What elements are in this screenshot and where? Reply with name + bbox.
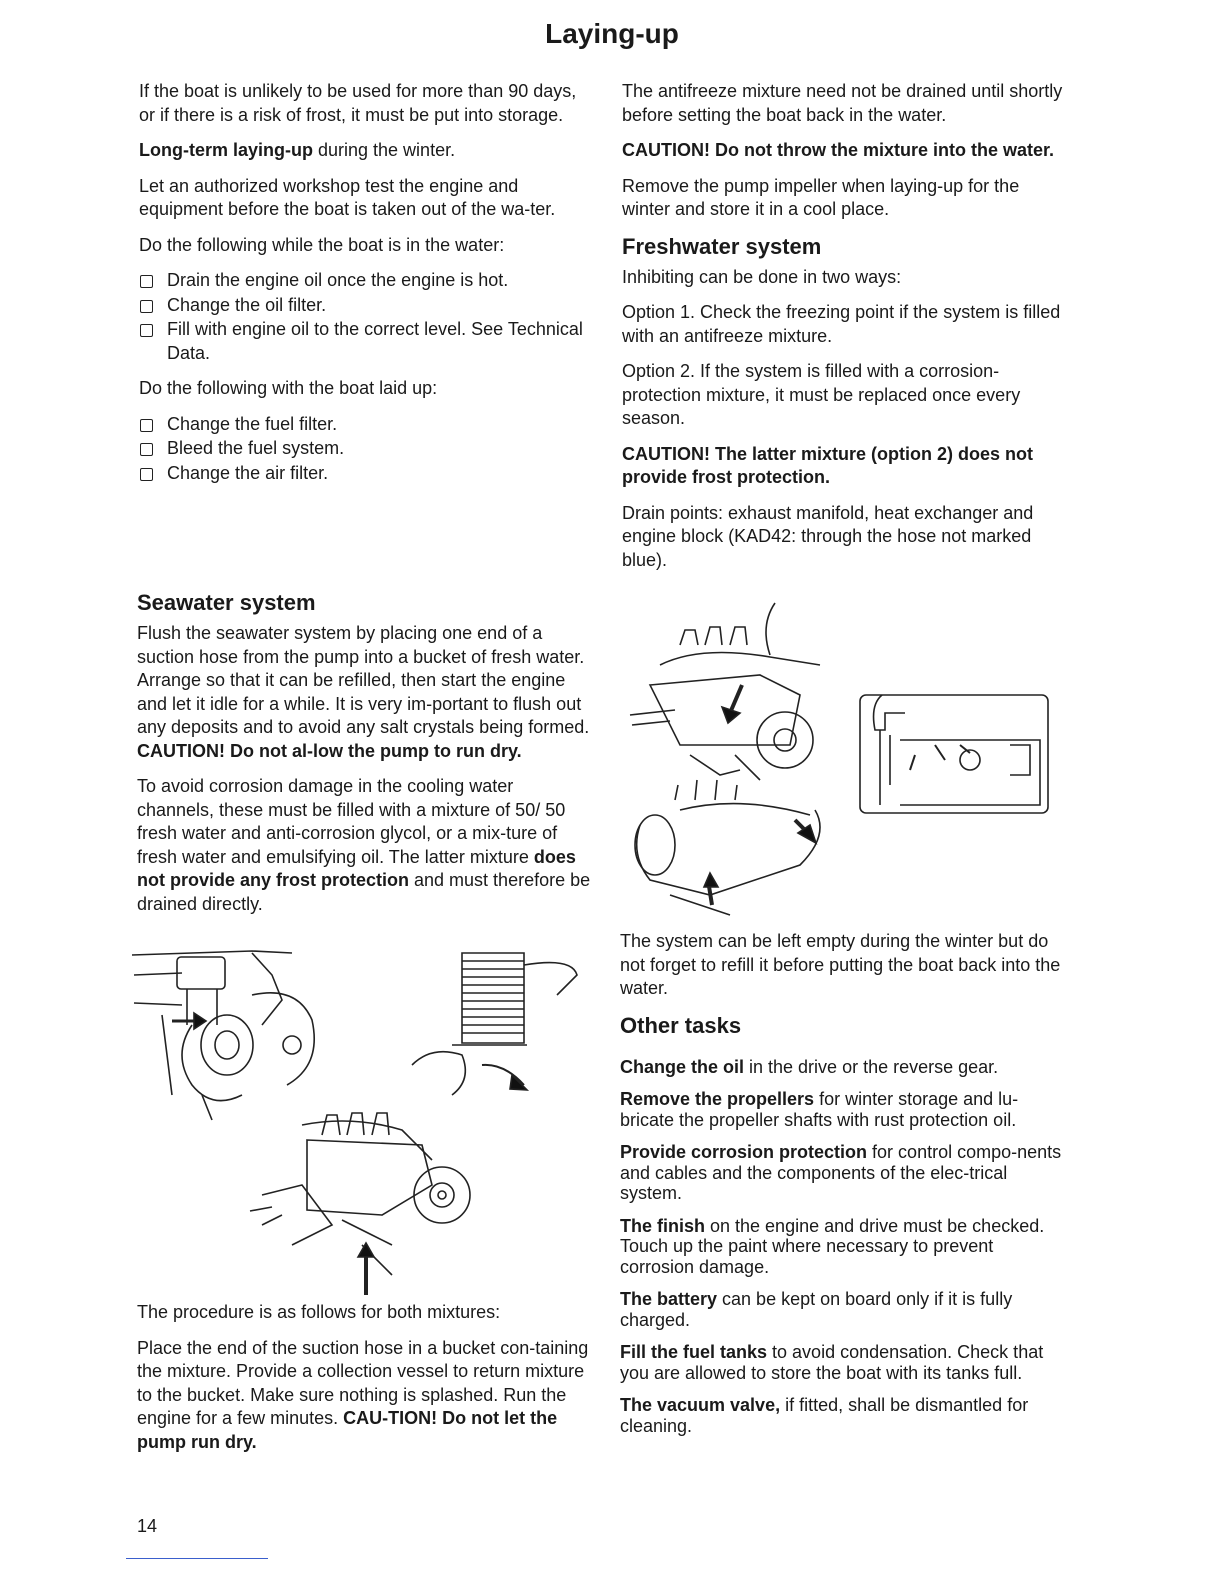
option-1-paragraph: Option 1. Check the freezing point if the system is filled with an antifreeze mixture. xyxy=(622,302,1061,346)
left-column-top xyxy=(139,80,595,497)
seawater-system-illustration xyxy=(132,945,592,1295)
seawater-p1-text: Flush the seawater system by placing one end of a suction hose from the pump into a bucket of fresh water. Arrange so that it can be refilled, then start the engine and let it idle for a while. It is very im-portant to flush out any deposits and to avoid any salt crystals being formed. xyxy=(137,623,590,737)
task-battery xyxy=(620,1289,1072,1330)
longterm-bold: Long-term laying-up xyxy=(139,140,313,160)
task-corrosion xyxy=(620,1142,1072,1204)
in-water-checklist xyxy=(139,269,595,365)
place-caution: CAU-TION! Do not let the pump run dry. xyxy=(137,1408,558,1452)
task-rest: on the engine and drive must be checked. Touch up the paint where necessary to prevent corrosion damage. xyxy=(620,1215,1045,1277)
seawater-p1-caution: CAUTION! Do not al-low the pump to run dry. xyxy=(137,740,522,761)
procedure-paragraph: The procedure is as follows for both mixtures: xyxy=(137,1302,501,1322)
task-change-oil xyxy=(620,1057,1072,1078)
seawater-paragraph-2 xyxy=(137,775,593,916)
place-paragraph xyxy=(137,1337,593,1455)
checklist-item: Change the fuel filter. xyxy=(139,413,595,437)
task-rest: in the drive or the reverse gear. xyxy=(744,1056,999,1077)
seawater-p2-bold: does not provide any frost protection xyxy=(137,846,576,890)
antifreeze-paragraph: The antifreeze mixture need not be drained until shortly before setting the boat back in the water. xyxy=(622,81,1063,125)
laid-up-checklist xyxy=(139,413,595,486)
task-bold: Provide corrosion protection xyxy=(620,1142,868,1162)
task-rest: for control compo-nents and cables and the components of the elec-trical system. xyxy=(620,1142,1062,1203)
caution-throw: CAUTION! Do not throw the mixture into the water. xyxy=(622,140,1054,160)
checklist-item: Change the oil filter. xyxy=(139,294,595,318)
option-2-paragraph: Option 2. If the system is filled with a corrosion-protection mixture, it must be replaced once every season. xyxy=(622,361,1021,428)
inhibit-paragraph: Inhibiting can be done in two ways: xyxy=(622,266,902,287)
seawater-p2-text-b: and must therefore be drained directly. xyxy=(137,870,591,914)
checklist-item: Change the air filter. xyxy=(139,462,595,486)
footer-divider xyxy=(126,1558,268,1559)
task-rest: if fitted, shall be dismantled for cleaning. xyxy=(620,1395,1029,1436)
longterm-paragraph xyxy=(139,139,595,163)
other-tasks-heading: Other tasks xyxy=(620,1012,742,1038)
freshwater-heading: Freshwater system xyxy=(622,233,822,259)
task-bold: Fill the fuel tanks xyxy=(620,1342,768,1362)
task-rest: can be kept on board only if it is fully charged. xyxy=(620,1289,1013,1330)
workshop-paragraph: Let an authorized workshop test the engine and equipment before the boat is taken out of the wa-ter. xyxy=(139,175,556,219)
seawater-paragraph-1 xyxy=(137,622,593,763)
task-rest: for winter storage and lu-bricate the propeller shafts with rust protection oil. xyxy=(620,1089,1019,1130)
seawater-p2-text-a: To avoid corrosion damage in the cooling water channels, these must be filled with a mixture of 50/ 50 fresh water and anti-corrosion glycol, or a mix-ture of fresh water and emulsifying oil. The latter mixture xyxy=(137,776,566,867)
task-bold: The vacuum valve, xyxy=(620,1395,781,1415)
left-column-bottom xyxy=(137,1301,593,1466)
task-bold: The finish xyxy=(620,1215,705,1236)
empty-paragraph: The system can be left empty during the winter but do not forget to refill it before putting the boat back into the water. xyxy=(620,931,1061,998)
seawater-heading: Seawater system xyxy=(137,590,316,615)
drain-points-paragraph: Drain points: exhaust manifold, heat exchanger and engine block (KAD42: through the hose not marked blue). xyxy=(622,502,1034,570)
intro-paragraph: If the boat is unlikely to be used for more than 90 days, or if there is a risk of frost, it must be put into storage. xyxy=(139,81,577,125)
task-bold: The battery xyxy=(620,1289,718,1309)
right-column-bottom xyxy=(620,930,1072,1448)
task-fuel-tanks xyxy=(620,1342,1072,1383)
task-finish xyxy=(620,1216,1072,1278)
task-propellers xyxy=(620,1089,1072,1130)
task-bold: Change the oil xyxy=(620,1056,745,1077)
checklist-item: Drain the engine oil once the engine is hot. xyxy=(139,269,595,293)
page-title: Laying-up xyxy=(545,18,679,49)
impeller-paragraph: Remove the pump impeller when laying-up for the winter and store it in a cool place. xyxy=(622,175,1020,219)
in-water-intro: Do the following while the boat is in the water: xyxy=(139,234,505,255)
caution-latter: CAUTION! The latter mixture (option 2) does not provide frost protection. xyxy=(622,443,1034,487)
checklist-item: Bleed the fuel system. xyxy=(139,437,595,461)
drain-points-illustration xyxy=(620,595,1060,920)
longterm-rest: during the winter. xyxy=(313,140,456,160)
task-vacuum-valve xyxy=(620,1395,1072,1436)
checklist-item: Fill with engine oil to the correct level. See Technical Data. xyxy=(139,318,595,365)
page-number: 14 xyxy=(137,1516,158,1536)
right-column-top xyxy=(622,80,1070,584)
laid-up-intro: Do the following with the boat laid up: xyxy=(139,378,438,398)
task-rest: to avoid condensation. Check that you are allowed to store the boat with its tanks full. xyxy=(620,1342,1044,1383)
place-text: Place the end of the suction hose in a bucket con-taining the mixture. Provide a collection vessel to return mixture to the bucket. Make sure nothing is splashed. Run the engine for a few minutes. xyxy=(137,1337,589,1428)
seawater-section xyxy=(137,590,593,928)
task-bold: Remove the propellers xyxy=(620,1089,815,1109)
